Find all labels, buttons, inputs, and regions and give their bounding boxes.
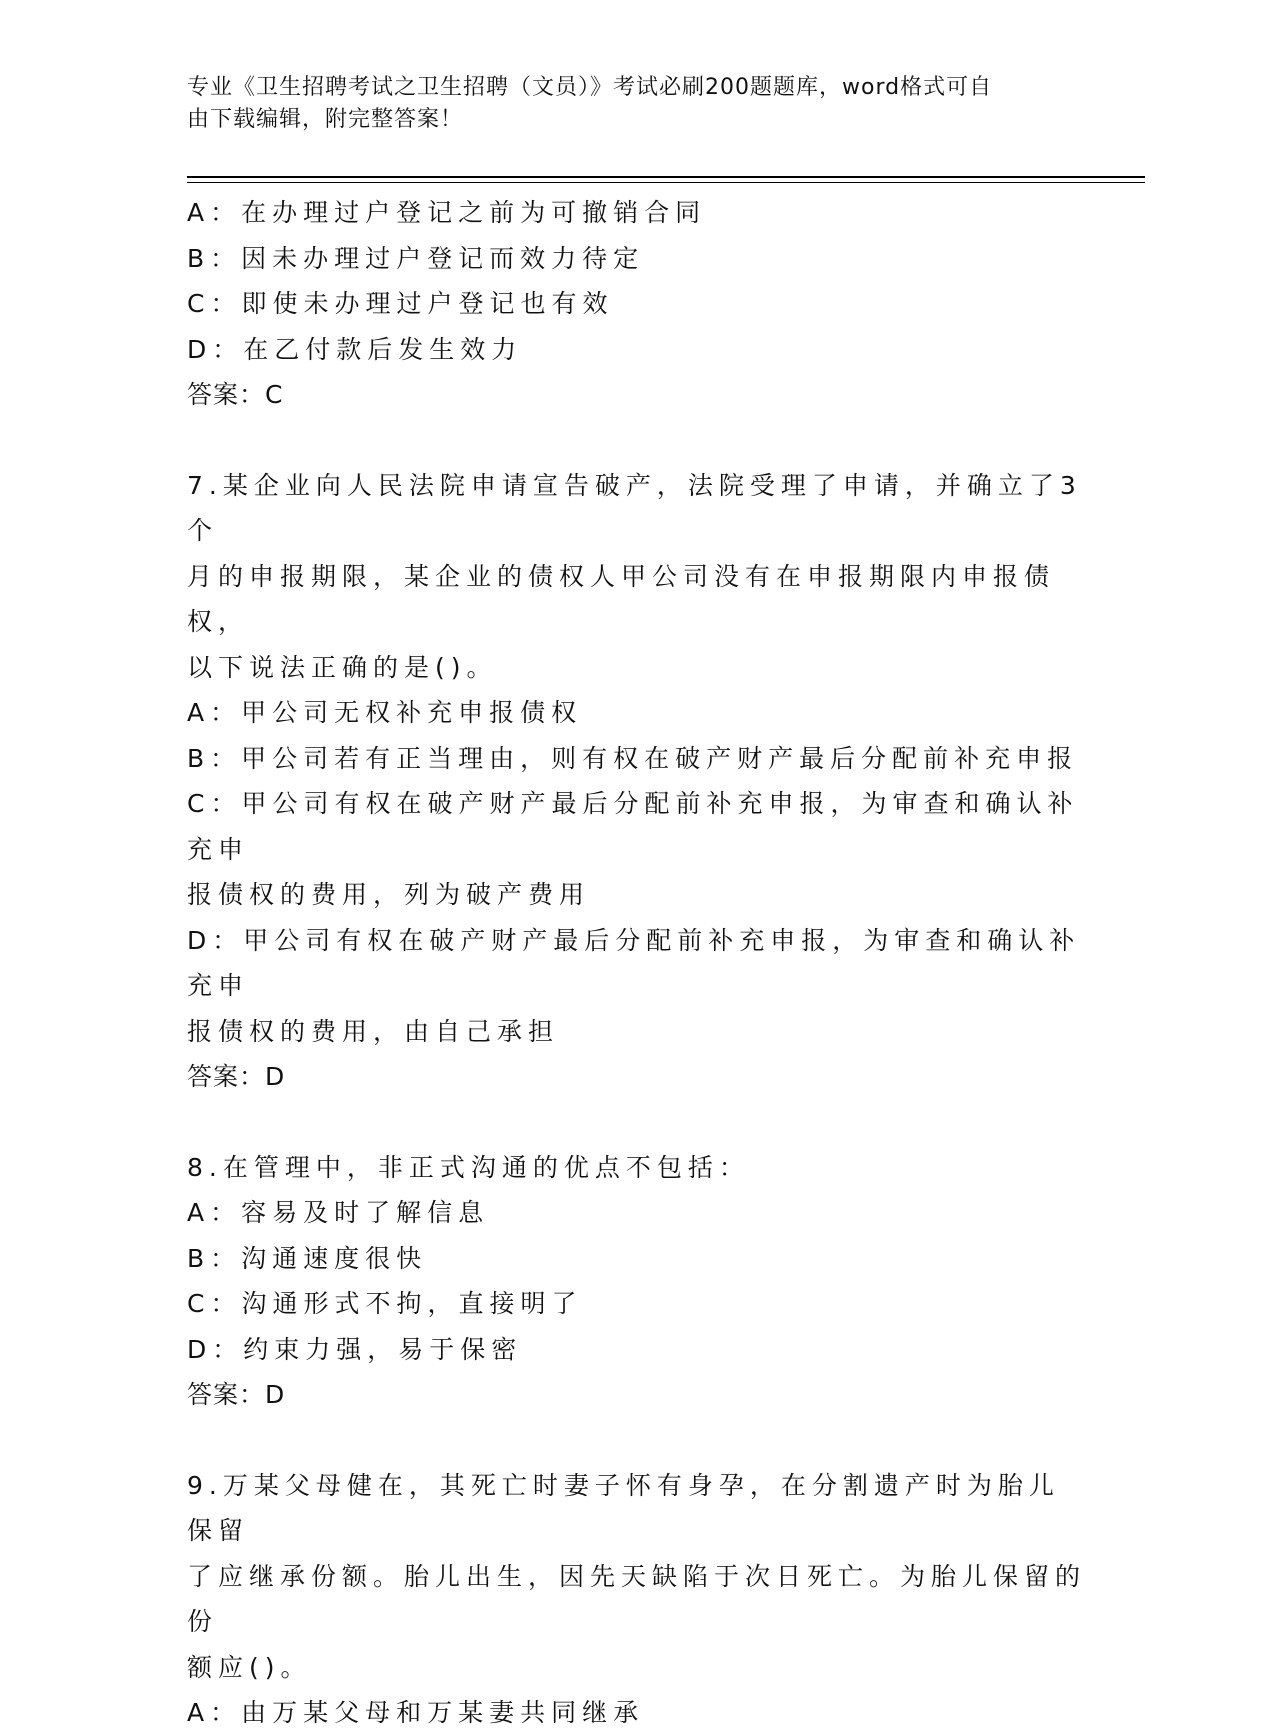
q7-stem-line-1: 7.某企业向人民法院申请宣告破产，法院受理了申请，并确立了3个 xyxy=(187,470,1082,545)
q6-option-d: D：在乙付款后发生效力 xyxy=(187,334,523,364)
q7-stem-line-2: 月的申报期限，某企业的债权人甲公司没有在申报期限内申报债权， xyxy=(187,561,1056,636)
q8-option-b: B：沟通速度很快 xyxy=(187,1243,428,1273)
q6-option-b: B：因未办理过户登记而效力待定 xyxy=(187,243,645,273)
q6-answer: 答案：C xyxy=(187,380,284,409)
q9-stem-line-3: 额应()。 xyxy=(187,1652,312,1682)
q9-stem-line-2: 了应继承份额。胎儿出生，因先天缺陷于次日死亡。为胎儿保留的份 xyxy=(187,1561,1087,1636)
spacer xyxy=(187,418,1087,463)
question-9-block xyxy=(187,1463,1087,1736)
question-6-block xyxy=(187,190,1087,418)
q7-option-c-line-1: C：甲公司有权在破产财产最后分配前补充申报，为审查和确认补充申 xyxy=(187,789,1079,864)
q7-answer: 答案：D xyxy=(187,1062,286,1091)
q7-option-d-line-1: D：甲公司有权在破产财产最后分配前补充申报，为审查和确认补充申 xyxy=(187,925,1081,1000)
question-8-block xyxy=(187,1145,1087,1418)
q8-stem: 8.在管理中，非正式沟通的优点不包括： xyxy=(187,1152,750,1182)
q6-option-a: A：在办理过户登记之前为可撤销合同 xyxy=(187,198,707,227)
header-line-1: 专业《卫生招聘考试之卫生招聘（文员）》考试必刷200题题库，word格式可自 xyxy=(187,75,993,100)
spacer xyxy=(187,1100,1087,1145)
q6-option-c: C：即使未办理过户登记也有效 xyxy=(187,289,614,318)
q9-option-a: A：由万某父母和万某妻共同继承 xyxy=(187,1698,645,1727)
q8-option-d: D：约束力强，易于保密 xyxy=(187,1334,523,1364)
q9-stem-line-1: 9.万某父母健在，其死亡时妻子怀有身孕，在分割遗产时为胎儿保留 xyxy=(187,1470,1060,1545)
q7-option-a: A：甲公司无权补充申报债权 xyxy=(187,698,583,727)
q7-option-c-line-2: 报债权的费用，列为破产费用 xyxy=(187,880,591,909)
q8-option-a: A：容易及时了解信息 xyxy=(187,1198,490,1227)
header-divider-thick xyxy=(187,176,1145,178)
q7-option-b: B：甲公司若有正当理由，则有权在破产财产最后分配前补充申报 xyxy=(187,743,1079,773)
q7-stem-line-3: 以下说法正确的是()。 xyxy=(187,652,498,682)
question-list xyxy=(187,190,1087,1736)
question-7-block xyxy=(187,463,1087,1100)
header-divider-thin xyxy=(187,182,1145,183)
q8-answer: 答案：D xyxy=(187,1380,286,1409)
header-line-2: 由下载编辑，附完整答案！ xyxy=(187,107,464,132)
spacer xyxy=(187,1418,1087,1463)
document-header xyxy=(187,72,1087,136)
q7-option-d-line-2: 报债权的费用，由自己承担 xyxy=(187,1016,560,1046)
q8-option-c: C：沟通形式不拘，直接明了 xyxy=(187,1289,583,1318)
